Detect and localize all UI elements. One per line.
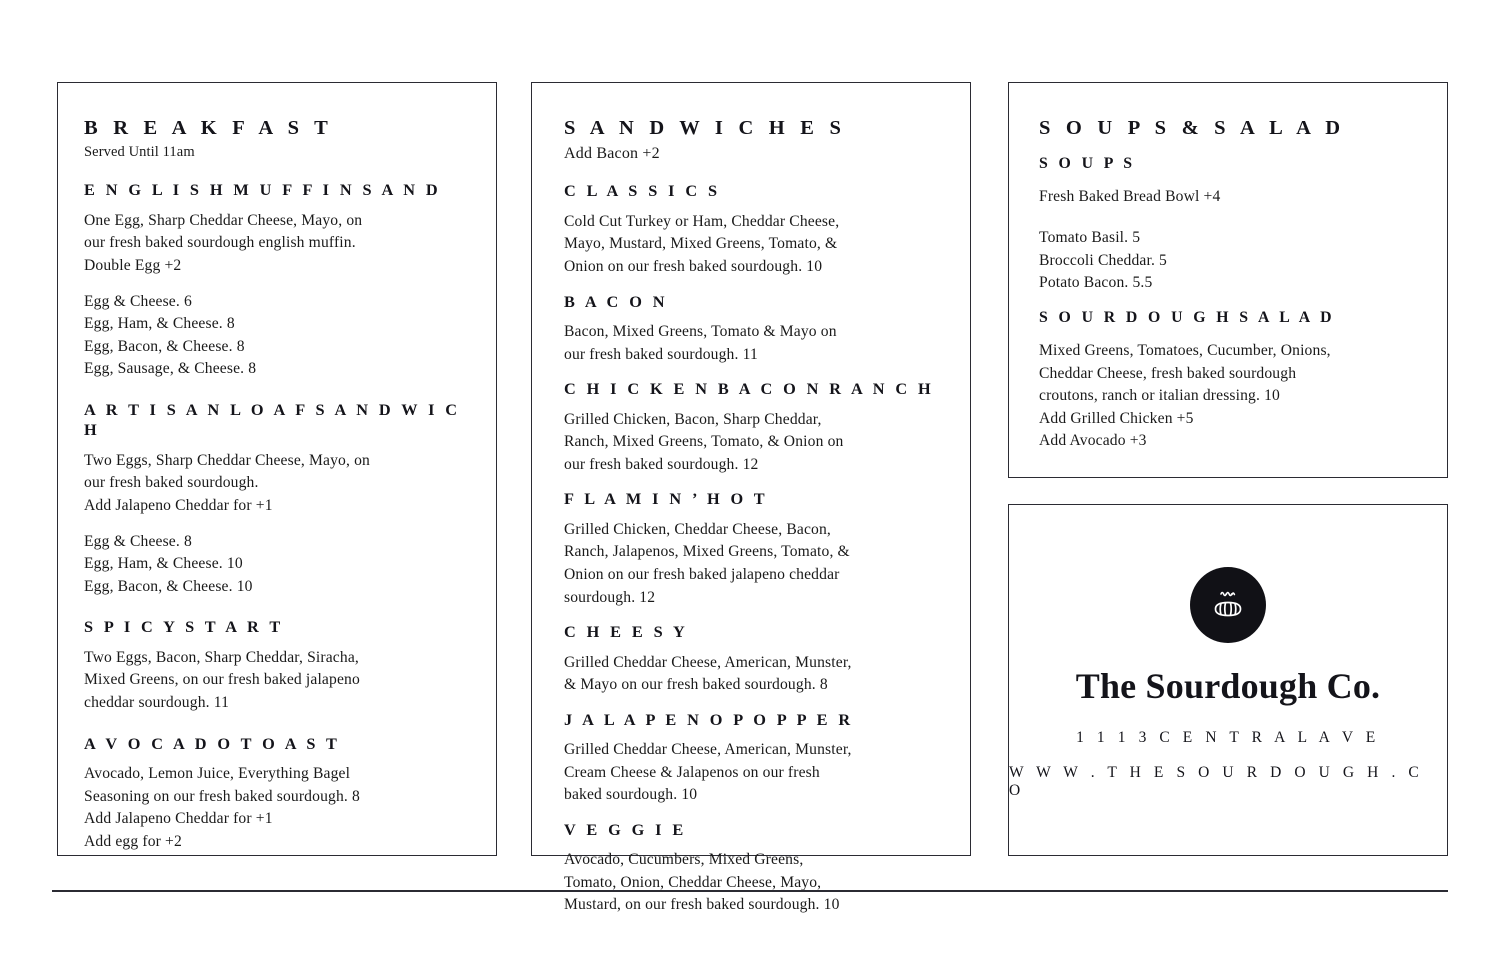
sandwiches-section	[531, 82, 971, 914]
menu-item-english-muffin-sand: E N G L I S H M U F F I N S A N D	[84, 180, 442, 200]
desc-line: Add Jalapeno Cheddar for +1	[84, 810, 273, 828]
brand-website: W W W . T H E S O U R D O U G H . C O	[1009, 764, 1424, 799]
desc-line: cheddar sourdough. 11	[84, 694, 230, 712]
brand-section	[1008, 504, 1448, 856]
sandwiches-add-bacon: Add Bacon +2	[564, 144, 660, 162]
spacer	[84, 518, 468, 531]
spacer	[564, 279, 946, 292]
spacer	[84, 381, 468, 400]
menu-item-chicken-bacon-ranch: C H I C K E N B A C O N R A N C H	[564, 379, 935, 399]
breakfast-section	[57, 82, 497, 856]
desc-line: Seasoning on our fresh baked sourdough. 8	[84, 787, 360, 805]
menu-item-description	[564, 211, 946, 279]
desc-line: Mixed Greens, on our fresh baked jalapeno	[84, 671, 360, 689]
desc-line: Mixed Greens, Tomatoes, Cucumber, Onions,	[1039, 342, 1331, 360]
price-line: Egg & Cheese. 6	[84, 292, 192, 310]
desc-line: baked sourdough. 10	[564, 786, 698, 804]
desc-line: Tomato, Onion, Cheddar Cheese, Mayo,	[564, 873, 822, 891]
soups-salad-section	[1008, 82, 1448, 478]
price-list	[84, 291, 468, 381]
menu-item-description	[84, 210, 468, 278]
desc-line: Mayo, Mustard, Mixed Greens, Tomato, &	[564, 235, 838, 253]
desc-line: Add Grilled Chicken +5	[1039, 409, 1194, 427]
desc-line: Onion on our fresh baked sourdough. 10	[564, 257, 823, 275]
spacer	[84, 598, 468, 617]
menu-item-description	[564, 519, 946, 609]
desc-line: Cheddar Cheese, fresh baked sourdough	[1039, 364, 1297, 382]
menu-item-avocado-toast: A V O C A D O T O A S T	[84, 733, 341, 753]
menu-item-veggie: V E G G I E	[564, 819, 687, 839]
desc-line: Grilled Chicken, Bacon, Sharp Cheddar,	[564, 410, 822, 428]
desc-line: Grilled Chicken, Cheddar Cheese, Bacon,	[564, 520, 831, 538]
menu-item-bacon: B A C O N	[564, 291, 668, 311]
soups-price-list	[1039, 227, 1423, 295]
desc-line: our fresh baked sourdough. 11	[564, 345, 758, 363]
menu-item-description	[564, 321, 946, 366]
desc-line: our fresh baked sourdough english muffin.	[84, 234, 356, 252]
desc-line: our fresh baked sourdough.	[84, 474, 259, 492]
desc-line: Cream Cheese & Jalapenos on our fresh	[564, 763, 820, 781]
menu-item-jalapeno-popper: J A L A P E N O P O P P E R	[564, 709, 854, 729]
price-line: Egg, Ham, & Cheese. 8	[84, 315, 235, 333]
breakfast-title: B R E A K F A S T	[84, 117, 334, 139]
spacer	[1039, 208, 1423, 227]
desc-line: One Egg, Sharp Cheddar Cheese, Mayo, on	[84, 211, 363, 229]
price-line: Egg, Ham, & Cheese. 10	[84, 555, 243, 573]
price-line: Egg, Bacon, & Cheese. 8	[84, 337, 245, 355]
soups-subheading: S O U P S	[1039, 154, 1136, 172]
menu-item-description	[84, 450, 468, 518]
spacer	[564, 697, 946, 710]
desc-line: Avocado, Cucumbers, Mixed Greens,	[564, 851, 804, 869]
menu-item-description	[564, 849, 946, 917]
spacer	[84, 278, 468, 291]
brand-address: 1 1 1 3 C E N T R A L A V E	[1076, 729, 1380, 746]
price-line: Tomato Basil. 5	[1039, 229, 1141, 247]
desc-line: our fresh baked sourdough. 12	[564, 455, 759, 473]
desc-line: Ranch, Mixed Greens, Tomato, & Onion on	[564, 433, 844, 451]
spacer	[564, 476, 946, 489]
brand-name: The Sourdough Co.	[1075, 666, 1381, 706]
price-line: Broccoli Cheddar. 5	[1039, 251, 1168, 269]
price-line: Potato Bacon. 5.5	[1039, 274, 1153, 292]
desc-line: Mustard, on our fresh baked sourdough. 10	[564, 896, 840, 914]
desc-line: Cold Cut Turkey or Ham, Cheddar Cheese,	[564, 212, 840, 230]
spacer	[564, 366, 946, 379]
bread-loaf-icon	[1190, 567, 1266, 643]
price-list	[84, 531, 468, 599]
desc-line: Double Egg +2	[84, 257, 182, 275]
desc-line: & Mayo on our fresh baked sourdough. 8	[564, 676, 828, 694]
sandwiches-title: S A N D W I C H E S	[564, 117, 847, 139]
desc-line: croutons, ranch or italian dressing. 10	[1039, 387, 1280, 405]
menu-item-description	[564, 739, 946, 807]
menu-item-description	[564, 652, 946, 697]
desc-line: Two Eggs, Bacon, Sharp Cheddar, Siracha,	[84, 648, 359, 666]
desc-line: Bacon, Mixed Greens, Tomato & Mayo on	[564, 322, 837, 340]
salad-subheading: S O U R D O U G H S A L A D	[1039, 309, 1335, 327]
spacer	[564, 807, 946, 820]
desc-line: Add egg for +2	[84, 832, 182, 850]
price-line: Egg & Cheese. 8	[84, 532, 192, 550]
desc-line: sourdough. 12	[564, 588, 656, 606]
desc-line: Avocado, Lemon Juice, Everything Bagel	[84, 764, 351, 782]
menu-item-flamin-hot: F L A M I N ’ H O T	[564, 489, 769, 509]
desc-line: Grilled Cheddar Cheese, American, Munster,	[564, 653, 852, 671]
menu-item-cheesy: C H E E S Y	[564, 622, 689, 642]
desc-line: Add Avocado +3	[1039, 432, 1147, 450]
menu-item-description	[84, 647, 468, 715]
bread-bowl-line: Fresh Baked Bread Bowl +4	[1039, 187, 1221, 205]
desc-line: Grilled Cheddar Cheese, American, Munster,	[564, 741, 852, 759]
menu-item-spicy-start: S P I C Y S T A R T	[84, 617, 284, 637]
desc-line: Onion on our fresh baked jalapeno cheddar	[564, 565, 840, 583]
menu-item-classics: C L A S S I C S	[564, 181, 721, 201]
spacer	[564, 609, 946, 622]
desc-line: Ranch, Jalapenos, Mixed Greens, Tomato, &	[564, 543, 850, 561]
soups-salad-title: S O U P S & S A L A D	[1039, 117, 1346, 139]
spacer	[84, 715, 468, 734]
breakfast-served-until: Served Until 11am	[84, 143, 195, 160]
desc-line: Two Eggs, Sharp Cheddar Cheese, Mayo, on	[84, 451, 370, 469]
price-line: Egg, Bacon, & Cheese. 10	[84, 577, 253, 595]
menu-item-description	[84, 763, 468, 853]
bottom-divider	[52, 890, 1448, 892]
desc-line: Add Jalapeno Cheddar for +1	[84, 497, 273, 514]
menu-item-description	[564, 409, 946, 477]
price-line: Egg, Sausage, & Cheese. 8	[84, 360, 257, 378]
salad-description	[1039, 340, 1423, 453]
menu-item-artisan-loaf-sandwich: A R T I S A N L O A F S A N D W I C H	[84, 400, 461, 440]
